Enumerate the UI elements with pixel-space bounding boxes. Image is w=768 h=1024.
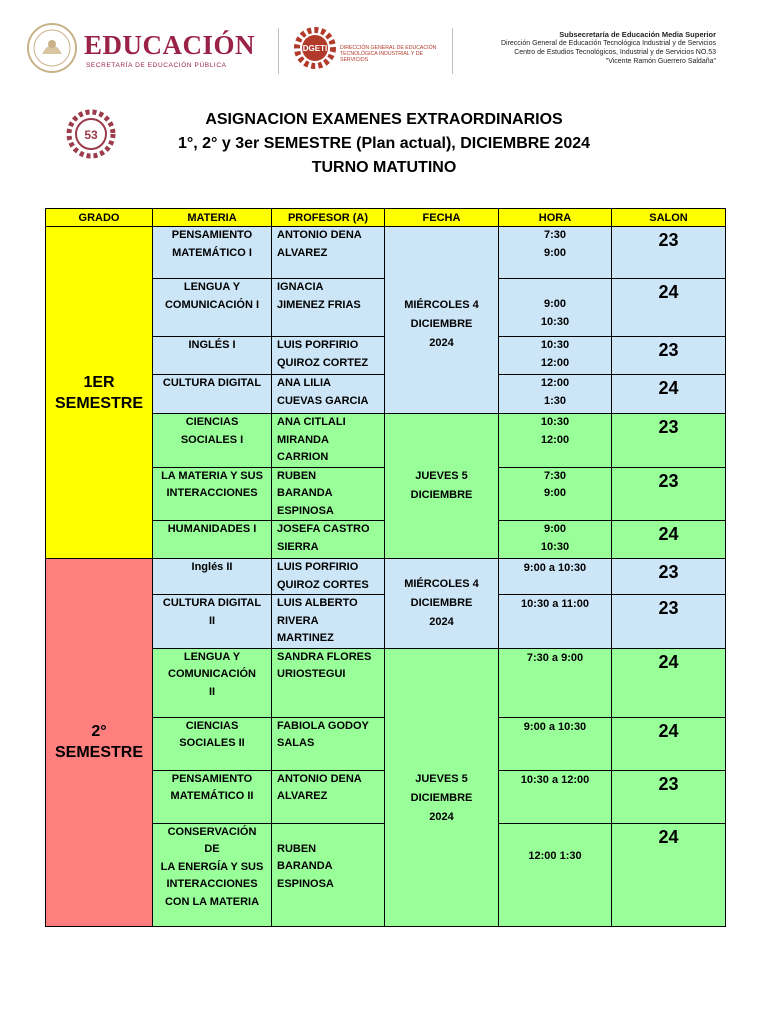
profesor-cell: [272, 279, 385, 337]
materia-line: MATEMÁTICO II: [170, 790, 254, 802]
profesor-line: CUEVAS GARCIA: [277, 394, 369, 407]
materia-line: LENGUA Y: [183, 281, 241, 293]
salon-cell: 24: [612, 648, 726, 717]
fecha-cell: [385, 648, 499, 926]
hora-line: 12:00: [540, 433, 570, 446]
fecha-line: DICIEMBRE: [410, 791, 473, 804]
title-line: ASIGNACION EXAMENES EXTRAORDINARIOS: [205, 111, 563, 128]
materia-line: INGLÉS I: [188, 339, 236, 351]
hora-line: 9:00 a 10:30: [523, 720, 587, 733]
profesor-cell: [272, 227, 385, 279]
materia-line: INTERACCIONES: [166, 878, 258, 890]
table-header-row: [46, 209, 726, 227]
dgeti-caption: DIRECCIÓN GENERAL DE EDUCACIÓN TECNOLÓGICA INDUSTRIAL Y DE SERVICIOS: [340, 45, 437, 63]
fecha-block: [385, 748, 498, 827]
salon-cell: 23: [612, 227, 726, 279]
header-hora: HORA: [499, 209, 612, 227]
materia-cell: [153, 337, 272, 375]
salon-cell: 24: [612, 823, 726, 926]
profesor-cell: [272, 717, 385, 770]
profesor-line: URIOSTEGUI: [277, 668, 346, 680]
hora-cell: [499, 375, 612, 414]
institution-line: Centro de Estudios Tecnológicos, Industrial y de Servicios NO.53: [514, 49, 716, 56]
profesor-cell: [272, 770, 385, 823]
salon-cell: 23: [612, 559, 726, 595]
institution-line: Subsecretaría de Educación Media Superior: [559, 30, 716, 39]
materia-line: LENGUA Y: [183, 650, 241, 663]
materia-line: Inglés II: [191, 561, 233, 573]
header-divider: [278, 28, 279, 74]
document-header: [0, 0, 768, 90]
profesor-line: FABIOLA GODOY: [277, 719, 369, 732]
profesor-line: JIMENEZ FRIAS: [277, 298, 361, 311]
materia-cell: [153, 414, 272, 468]
materia-line: CON LA MATERIA: [164, 895, 260, 908]
profesor-cell: [272, 375, 385, 414]
profesor-line: SANDRA FLORES: [277, 650, 372, 663]
materia-line: PENSAMIENTO: [171, 772, 253, 785]
materia-cell: [153, 375, 272, 414]
hora-cell: [499, 414, 612, 468]
fecha-line: JUEVES 5: [415, 772, 468, 785]
table-row: [46, 227, 726, 279]
hora-cell: [499, 559, 612, 595]
materia-cell: [153, 717, 272, 770]
materia-line: COMUNICACIÓN: [168, 668, 256, 680]
profesor-line: ESPINOSA: [277, 504, 334, 517]
materia-line: CIENCIAS: [185, 416, 239, 428]
education-wordmark: EDUCACIÓN: [84, 30, 256, 60]
hora-line: 10:30: [540, 416, 570, 428]
dgeti-logo-text: DGETI: [302, 44, 328, 53]
profesor-line: BARANDA: [277, 487, 333, 499]
profesor-cell: [272, 414, 385, 468]
grado-cell: [46, 559, 153, 927]
hora-cell: [499, 648, 612, 717]
salon-cell: 24: [612, 521, 726, 559]
hora-line: 1:30: [543, 394, 567, 407]
profesor-cell: [272, 648, 385, 717]
hora-cell: [499, 770, 612, 823]
profesor-line: LUIS ALBERTO: [277, 597, 358, 609]
hora-line: 9:00: [543, 246, 567, 259]
fecha-line: MIÉRCOLES 4: [404, 577, 479, 590]
title-line: 1°, 2° y 3er SEMESTRE (Plan actual), DICIEMBRE 2024: [177, 135, 591, 152]
salon-cell: 23: [612, 337, 726, 375]
institution-line: Dirección General de Educación Tecnológica Industrial y de Servicios: [500, 40, 716, 47]
fecha-line: JUEVES 5: [415, 470, 468, 482]
materia-line: SOCIALES I: [180, 433, 244, 446]
profesor-line: RUBEN: [277, 842, 317, 855]
fecha-line: 2024: [429, 810, 454, 823]
hora-cell: [499, 823, 612, 926]
materia-cell: [153, 467, 272, 521]
profesor-line: LUIS PORFIRIO: [277, 339, 359, 351]
profesor-cell: [272, 521, 385, 559]
salon-cell: 23: [612, 595, 726, 649]
profesor-cell: [272, 823, 385, 926]
hora-line: 9:00: [543, 523, 567, 535]
fecha-cell: [385, 414, 499, 559]
profesor-line: ANTONIO DENA: [277, 772, 362, 785]
hora-cell: [499, 717, 612, 770]
header-grado: GRADO: [46, 209, 153, 227]
header-fecha: FECHA: [385, 209, 499, 227]
mexico-seal-icon: [26, 22, 78, 74]
exam-schedule-table: [45, 208, 726, 927]
profesor-cell: [272, 337, 385, 375]
materia-line: LA MATERIA Y SUS: [161, 469, 263, 482]
materia-line: DE: [204, 843, 220, 855]
profesor-line: RUBEN: [277, 469, 317, 482]
profesor-line: MARTINEZ: [277, 632, 334, 644]
dgeti-gear-logo-icon: [293, 26, 337, 70]
profesor-line: JOSEFA CASTRO: [277, 523, 370, 535]
profesor-line: ANA CITLALI: [277, 416, 346, 428]
grado-label: SEMESTRE: [54, 394, 143, 412]
cetis-logo-text: 53: [84, 128, 98, 142]
hora-line: 9:00: [543, 487, 567, 499]
grado-label: 2°: [91, 723, 107, 741]
hora-line: 7:30: [543, 229, 567, 241]
fecha-line: DICIEMBRE: [410, 596, 473, 609]
salon-cell: 24: [612, 279, 726, 337]
profesor-cell: [272, 467, 385, 521]
hora-line: 10:30 a 11:00: [521, 598, 589, 610]
hora-line: 10:30: [540, 315, 570, 328]
grado-cell: [46, 227, 153, 559]
fecha-line: MIÉRCOLES 4: [404, 298, 479, 311]
header-salon: SALON: [612, 209, 726, 227]
materia-line: INTERACCIONES: [166, 487, 258, 499]
grado-label: SEMESTRE: [54, 744, 143, 762]
materia-line: PENSAMIENTO: [171, 229, 253, 241]
materia-line: MATEMÁTICO I: [172, 246, 252, 259]
hora-cell: [499, 595, 612, 649]
profesor-line: ALVAREZ: [277, 790, 328, 802]
profesor-line: MIRANDA: [277, 433, 329, 446]
profesor-line: ESPINOSA: [277, 877, 334, 890]
salon-cell: 23: [612, 770, 726, 823]
hora-line: 10:30: [540, 339, 570, 351]
profesor-line: RIVERA: [277, 614, 319, 627]
hora-cell: [499, 279, 612, 337]
grado-label: 1ER: [83, 373, 115, 391]
materia-line: II: [208, 685, 216, 698]
materia-line: CULTURA DIGITAL: [162, 597, 262, 609]
hora-line: 9:00 a 10:30: [523, 562, 587, 574]
fecha-block: [385, 467, 498, 505]
hora-line: 7:30 a 9:00: [526, 651, 584, 664]
institution-block: [446, 30, 716, 66]
title-line: TURNO MATUTINO: [311, 159, 457, 176]
profesor-line: ANA LILIA: [277, 377, 331, 389]
hora-cell: [499, 337, 612, 375]
profesor-cell: [272, 595, 385, 649]
profesor-line: IGNACIA: [277, 281, 324, 293]
hora-cell: [499, 227, 612, 279]
hora-cell: [499, 521, 612, 559]
institution-line: "Vicente Ramón Guerrero Saldaña": [605, 58, 716, 65]
profesor-line: QUIROZ CORTEZ: [277, 356, 369, 369]
header-materia: MATERIA: [153, 209, 272, 227]
sep-subtitle: SECRETARÍA DE EDUCACIÓN PÚBLICA: [86, 62, 227, 69]
hora-line: 12:00: [540, 356, 570, 369]
hora-line: 7:30: [543, 469, 567, 482]
materia-cell: [153, 279, 272, 337]
materia-line: LA ENERGÍA Y SUS: [160, 860, 264, 873]
hora-line: 10:30: [540, 540, 570, 553]
header-profesor: PROFESOR (A): [272, 209, 385, 227]
materia-cell: [153, 227, 272, 279]
fecha-block: [385, 575, 498, 632]
profesor-cell: [272, 559, 385, 595]
materia-line: SOCIALES II: [179, 737, 245, 749]
fecha-line: DICIEMBRE: [410, 489, 473, 501]
fecha-line: 2024: [429, 615, 454, 628]
fecha-block: [385, 288, 498, 353]
materia-cell: [153, 595, 272, 649]
materia-line: CULTURA DIGITAL: [162, 377, 262, 389]
materia-cell: [153, 559, 272, 595]
materia-line: CIENCIAS: [185, 719, 239, 732]
profesor-line: LUIS PORFIRIO: [277, 561, 359, 573]
hora-line: 12:00: [540, 377, 570, 389]
fecha-cell: [385, 227, 499, 414]
materia-line: CONSERVACIÓN: [167, 825, 257, 838]
materia-line: COMUNICACIÓN I: [164, 298, 260, 311]
profesor-line: BARANDA: [277, 860, 333, 872]
fecha-cell: [385, 559, 499, 649]
materia-line: HUMANIDADES I: [167, 523, 257, 535]
profesor-line: QUIROZ CORTES: [277, 578, 369, 591]
salon-cell: 23: [612, 414, 726, 468]
hora-cell: [499, 467, 612, 521]
hora-line: 12:00 1:30: [528, 849, 582, 862]
fecha-line: 2024: [429, 336, 454, 349]
profesor-line: CARRION: [277, 451, 329, 463]
materia-cell: [153, 521, 272, 559]
hora-line: 9:00: [543, 298, 567, 310]
salon-cell: 23: [612, 467, 726, 521]
fecha-line: DICIEMBRE: [410, 317, 473, 330]
profesor-line: SALAS: [277, 737, 315, 749]
materia-cell: [153, 770, 272, 823]
materia-line: II: [208, 614, 216, 627]
materia-cell: [153, 648, 272, 717]
materia-cell: [153, 823, 272, 926]
salon-cell: 24: [612, 375, 726, 414]
document-title: [0, 108, 768, 180]
profesor-line: SIERRA: [277, 540, 319, 553]
table-row: [46, 559, 726, 595]
hora-line: 10:30 a 12:00: [520, 773, 590, 786]
profesor-line: ALVAREZ: [277, 246, 328, 259]
salon-cell: 24: [612, 717, 726, 770]
profesor-line: ANTONIO DENA: [277, 229, 362, 241]
